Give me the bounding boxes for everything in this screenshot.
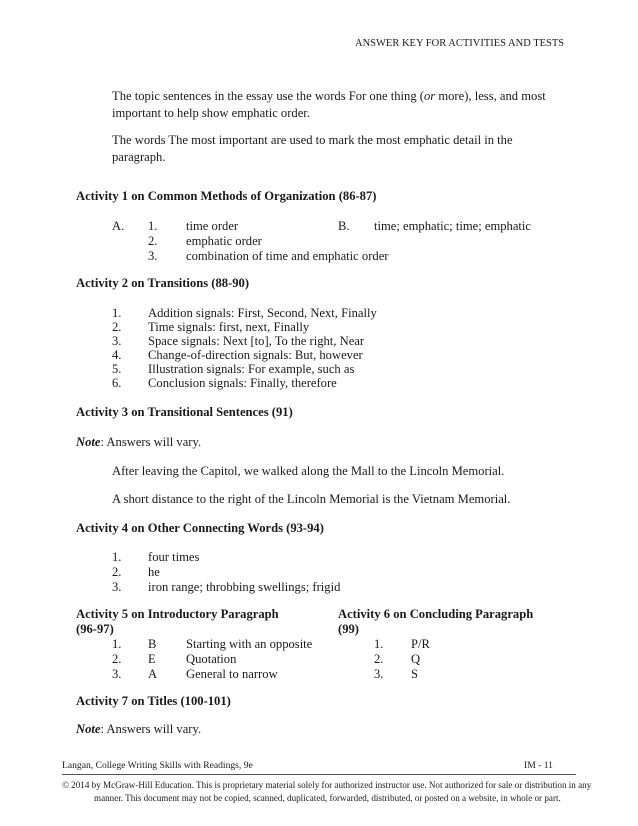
intro-paragraph-1	[112, 89, 546, 104]
list-item-number: 1.	[112, 550, 122, 564]
activity-7-note	[76, 722, 201, 737]
list-item-number: 6.	[112, 376, 122, 390]
list-item-number: 3.	[148, 249, 158, 263]
intro-p1-text-a: The topic sentences in the essay use the words For one thing (	[112, 89, 424, 103]
list-item-number: 2.	[112, 320, 122, 334]
activity-1-b-label: B.	[338, 219, 350, 233]
activity-1-b-answer: time; emphatic; time; emphatic	[374, 219, 532, 233]
list-item-number: 3.	[112, 334, 122, 348]
list-item-number: 1.	[112, 306, 122, 320]
footer-book-title: Langan, College Writing Skills with Readings, 9e	[62, 760, 253, 771]
list-item: Quotation	[186, 652, 237, 666]
list-item-number: 4.	[112, 348, 122, 362]
list-item-letter: E	[148, 652, 156, 666]
footer-page-number: IM - 11	[524, 760, 553, 771]
list-item-number: 2.	[112, 652, 122, 666]
list-item-letter: A	[148, 667, 158, 681]
activity-6-heading: Activity 6 on Concluding Paragraph	[338, 607, 534, 621]
intro-p1-emphasis: or	[423, 89, 436, 103]
activity-3-heading: Activity 3 on Transitional Sentences (91)	[76, 405, 293, 419]
list-item-number: 3.	[112, 580, 122, 594]
activity-5-heading-pages: (96-97)	[76, 622, 114, 636]
activity-1-a-label: A.	[112, 219, 125, 233]
activity-4-heading: Activity 4 on Other Connecting Words (93-94)	[76, 521, 324, 535]
intro-p2-line2: paragraph.	[112, 150, 166, 164]
list-item: Starting with an opposite	[186, 637, 313, 651]
list-item-number: 2.	[374, 652, 384, 666]
list-item: Change-of-direction signals: But, however	[148, 348, 363, 362]
list-item: Addition signals: First, Second, Next, Finally	[148, 306, 377, 320]
list-item: time order	[186, 219, 239, 233]
list-item-letter: B	[148, 637, 157, 651]
list-item-number: 3.	[374, 667, 384, 681]
activity-7-heading: Activity 7 on Titles (100-101)	[76, 694, 231, 708]
list-item: emphatic order	[186, 234, 262, 248]
list-item-number: 2.	[148, 234, 158, 248]
list-item: combination of time and emphatic order	[186, 249, 389, 263]
list-item: he	[148, 565, 160, 579]
list-item: four times	[148, 550, 200, 564]
activity-1-heading: Activity 1 on Common Methods of Organization (86-87)	[76, 189, 377, 203]
activity-3-note	[76, 435, 201, 450]
activity-5-heading: Activity 5 on Introductory Paragraph	[76, 607, 279, 621]
list-item: iron range; throbbing swellings; frigid	[148, 580, 341, 594]
list-item: Illustration signals: For example, such as	[148, 362, 355, 376]
list-item: Conclusion signals: Finally, therefore	[148, 376, 337, 390]
list-item-number: 5.	[112, 362, 122, 376]
activity-2-heading: Activity 2 on Transitions (88-90)	[76, 276, 250, 290]
footer-divider	[62, 774, 576, 775]
activity-3-sentence-1: After leaving the Capitol, we walked along the Mall to the Lincoln Memorial.	[112, 464, 505, 478]
note-label: Note	[76, 435, 101, 449]
copyright-line-2: manner. This document may not be copied, scanned, duplicated, forwarded, distributed, or posted on a website, in whole or part.	[94, 793, 561, 803]
note-label: Note	[76, 722, 101, 736]
list-item-number: 2.	[112, 565, 122, 579]
list-item: Q	[411, 652, 421, 666]
list-item: Time signals: first, next, Finally	[148, 320, 310, 334]
running-head: ANSWER KEY FOR ACTIVITIES AND TESTS	[355, 38, 565, 49]
intro-p2-line1: The words The most important are used to mark the most emphatic detail in the	[112, 133, 513, 147]
list-item: P/R	[411, 637, 430, 651]
copyright-line-1: © 2014 by McGraw-Hill Education. This is proprietary material solely for authorized instructor use. Not authorized for sale or distribution in any	[62, 780, 592, 790]
note-text: : Answers will vary.	[100, 435, 202, 449]
list-item: Space signals: Next [to], To the right, Near	[148, 334, 365, 348]
intro-p1-line2: important to help show emphatic order.	[112, 106, 310, 120]
list-item-number: 1.	[374, 637, 384, 651]
list-item: General to narrow	[186, 667, 278, 681]
list-item: S	[411, 667, 419, 681]
list-item-number: 1.	[112, 637, 122, 651]
activity-6-heading-pages: (99)	[338, 622, 359, 636]
list-item-number: 1.	[148, 219, 158, 233]
note-text: : Answers will vary.	[100, 722, 202, 736]
intro-p1-text-b: more), less, and most	[435, 89, 546, 103]
list-item-number: 3.	[112, 667, 122, 681]
activity-3-sentence-2: A short distance to the right of the Lincoln Memorial is the Vietnam Memorial.	[112, 492, 511, 506]
